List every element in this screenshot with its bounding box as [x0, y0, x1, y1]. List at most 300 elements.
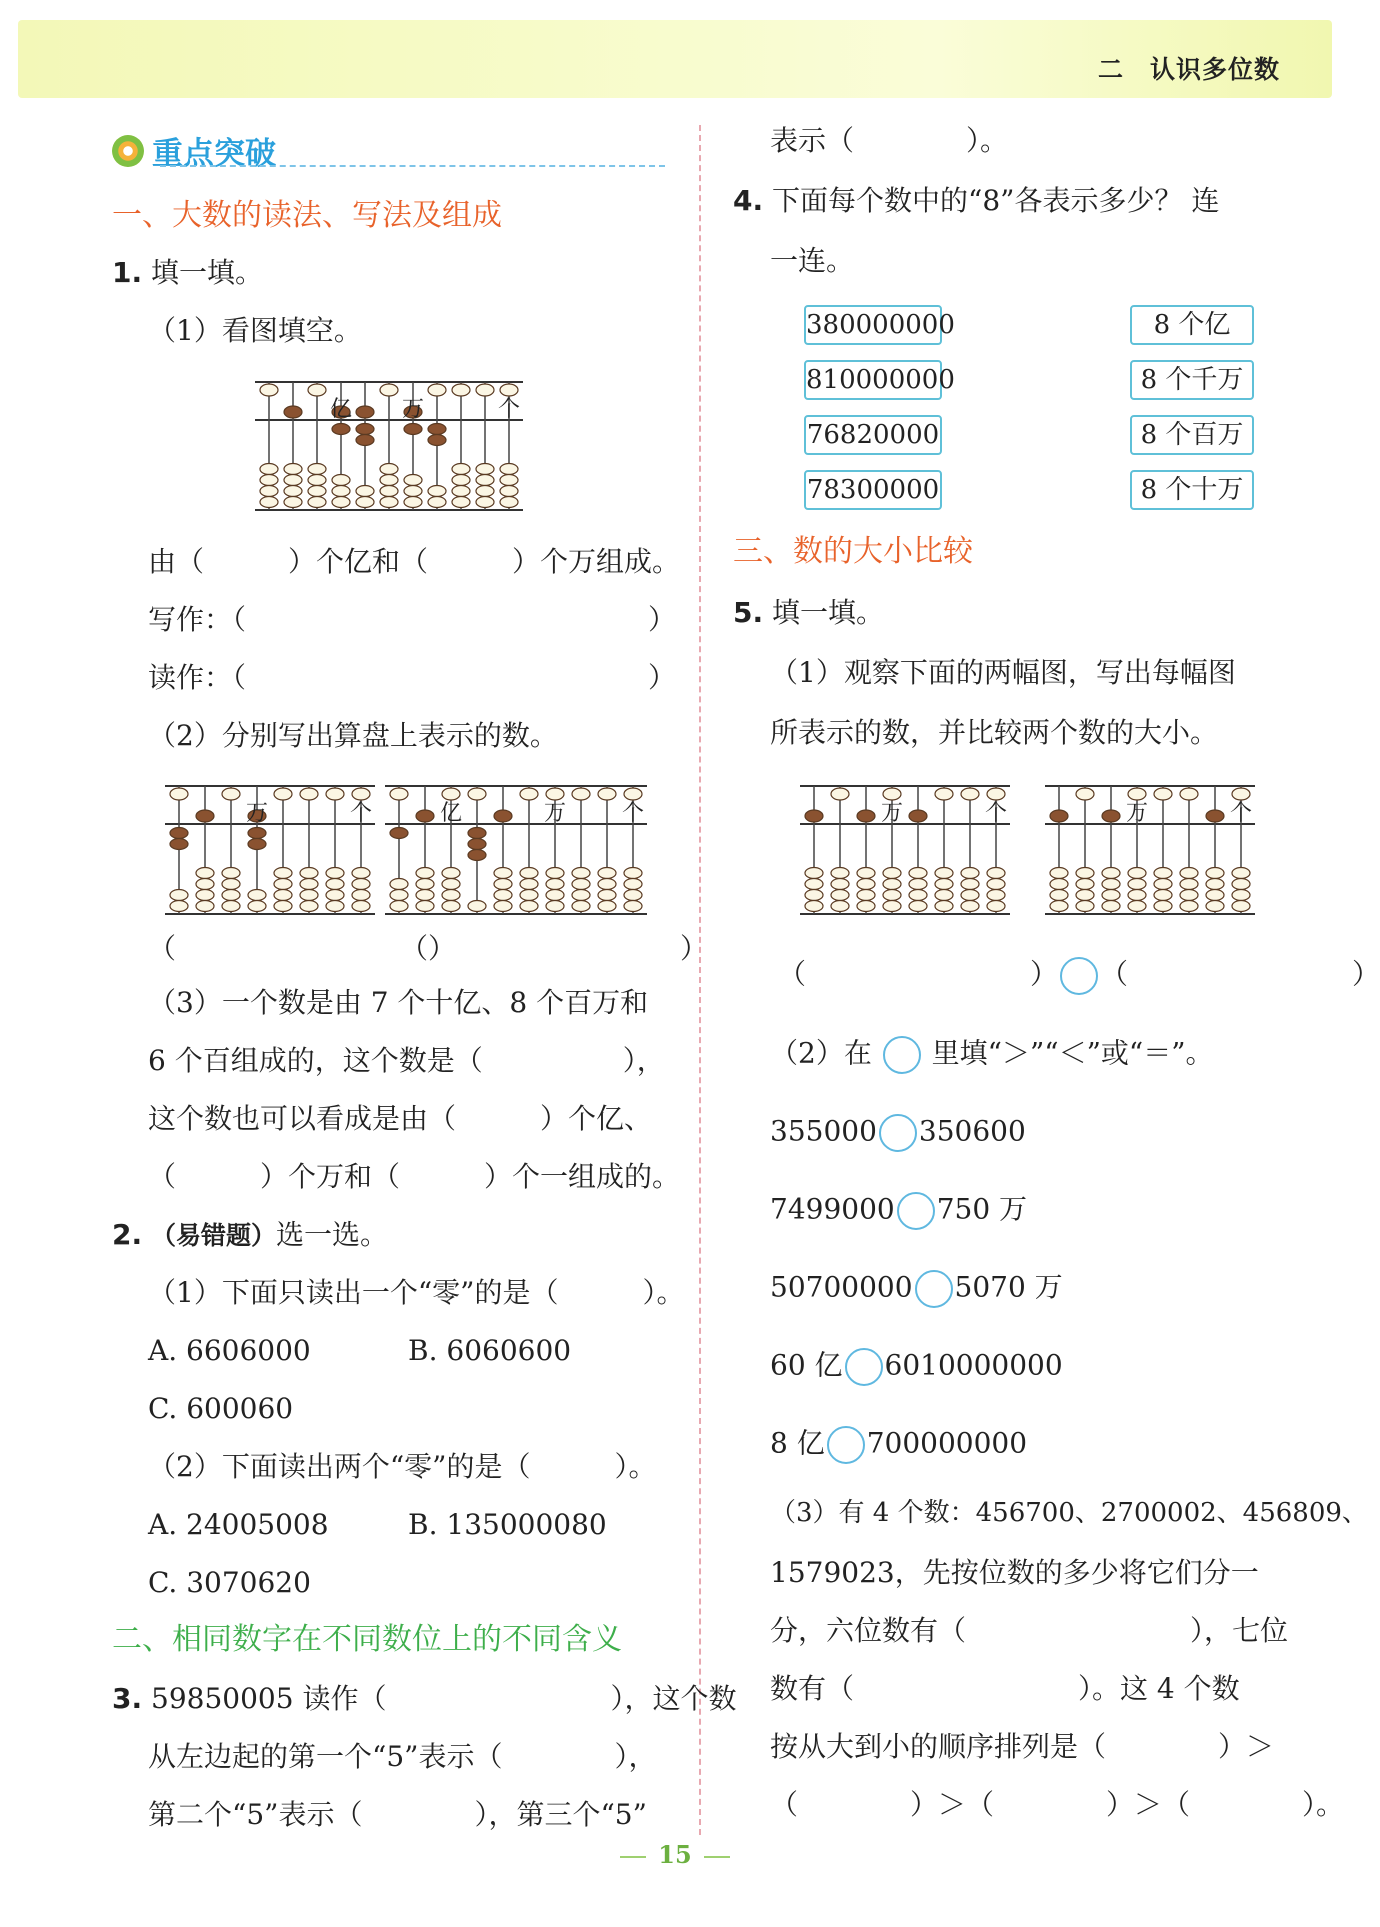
compare-row-1: 355000 350600: [770, 1114, 1026, 1152]
match-meaning-3[interactable]: 8 个百万: [1130, 415, 1254, 455]
abacus-bead: [442, 901, 460, 912]
abacus-2: [165, 774, 380, 922]
abacus-bead: [356, 406, 374, 418]
abacus-bead: [1232, 868, 1250, 879]
abacus-bead: [260, 464, 278, 475]
abacus-bead: [380, 384, 398, 396]
abacus-bead: [572, 901, 590, 912]
abacus-bead: [1050, 901, 1068, 912]
abacus-place-label: 个: [984, 801, 1008, 826]
q3-line3: 第二个“5”表示（ ），第三个“5”: [148, 1798, 647, 1831]
abacus-bead: [805, 879, 823, 890]
abacus-bead: [352, 788, 370, 800]
abacus-bead: [284, 475, 302, 486]
abacus-bead: [1128, 879, 1146, 890]
abacus-bead: [196, 879, 214, 890]
q2-part1-option-a: A. 6606000: [148, 1334, 311, 1367]
abacus-place-label: 万: [245, 801, 269, 826]
abacus-bead: [284, 406, 302, 418]
abacus-bead: [332, 486, 350, 497]
abacus-bead: [805, 901, 823, 912]
q2-part1-option-b: B. 6060600: [408, 1334, 572, 1367]
abacus-bead: [352, 901, 370, 912]
abacus-bead: [452, 475, 470, 486]
abacus-bead: [300, 868, 318, 879]
abacus-bead: [883, 890, 901, 901]
abacus-bead: [987, 890, 1005, 901]
abacus-bead: [857, 879, 875, 890]
abacus-bead: [170, 901, 188, 912]
abacus-bead: [416, 890, 434, 901]
abacus-bead: [909, 901, 927, 912]
compare-row-4: 60 亿 6010000000: [770, 1348, 1063, 1386]
abacus-bead: [1076, 901, 1094, 912]
question-5: 5. 填一填。: [733, 596, 885, 629]
abacus-1: [255, 370, 555, 530]
question-2: 2. （易错题）选一选。: [112, 1218, 389, 1251]
abacus-bead: [356, 424, 374, 435]
abacus-bead: [196, 810, 214, 822]
abacus-bead: [274, 788, 292, 800]
abacus-bead: [326, 868, 344, 879]
key-points-label: 重点突破: [152, 136, 276, 172]
abacus-bead: [500, 384, 518, 396]
abacus-bead: [546, 788, 564, 800]
abacus-bead: [961, 890, 979, 901]
abacus-bead: [909, 868, 927, 879]
abacus-bead: [452, 497, 470, 508]
abacus-bead: [1128, 788, 1146, 800]
abacus-place-label: 个: [1229, 801, 1253, 826]
abacus-bead: [624, 879, 642, 890]
abacus-bead: [831, 890, 849, 901]
abacus-bead: [572, 879, 590, 890]
abacus-bead: [300, 890, 318, 901]
question-3: 3. 59850005 读作（ ），这个数: [112, 1682, 737, 1715]
q2-part2-option-a: A. 24005008: [148, 1508, 329, 1541]
abacus-bead: [356, 497, 374, 508]
abacus-bead: [1128, 901, 1146, 912]
abacus-bead: [332, 497, 350, 508]
abacus-bead: [404, 424, 422, 435]
abacus-bead: [442, 890, 460, 901]
abacus-bead: [260, 497, 278, 508]
abacus-bead: [452, 486, 470, 497]
q5-part3-line1: （3）有 4 个数：456700、2700002、456809、: [770, 1498, 1368, 1528]
abacus-bead: [404, 497, 422, 508]
abacus-bead: [1180, 788, 1198, 800]
column-divider: [699, 125, 701, 1835]
chapter-title: 二 认识多位数: [1097, 55, 1280, 84]
match-meaning-2[interactable]: 8 个千万: [1130, 360, 1254, 400]
abacus-bead: [857, 890, 875, 901]
abacus-bead: [1076, 879, 1094, 890]
abacus-bead: [494, 868, 512, 879]
abacus-bead: [196, 901, 214, 912]
abacus-bead: [1128, 890, 1146, 901]
abacus-bead: [300, 788, 318, 800]
abacus-bead: [624, 788, 642, 800]
abacus-bead: [468, 788, 486, 800]
abacus-bead: [1102, 901, 1120, 912]
abacus-bead: [356, 486, 374, 497]
abacus-bead: [500, 464, 518, 475]
abacus-bead: [416, 868, 434, 879]
abacus-place-label: 万: [543, 801, 567, 826]
section-1-title: 一、大数的读法、写法及组成: [112, 198, 502, 233]
abacus-bead: [352, 879, 370, 890]
abacus-bead: [831, 788, 849, 800]
abacus-bead: [494, 890, 512, 901]
abacus-bead: [520, 788, 538, 800]
abacus-bead: [170, 890, 188, 901]
abacus-bead: [170, 828, 188, 839]
abacus-bead: [404, 475, 422, 486]
abacus-bead: [1102, 879, 1120, 890]
abacus-bead: [494, 879, 512, 890]
q1-part2-blank-a: （ ）: [148, 932, 457, 965]
abacus-bead: [1076, 890, 1094, 901]
abacus-bead: [222, 890, 240, 901]
abacus-bead: [520, 879, 538, 890]
abacus-bead: [468, 828, 486, 839]
abacus-bead: [805, 810, 823, 822]
abacus-bead: [390, 879, 408, 890]
abacus-bead: [476, 497, 494, 508]
abacus-bead: [332, 424, 350, 435]
abacus-bead: [494, 901, 512, 912]
abacus-place-label: 个: [621, 801, 645, 826]
abacus-bead: [248, 839, 266, 850]
compare-row-5: 8 亿 700000000: [770, 1426, 1027, 1464]
abacus-bead: [546, 868, 564, 879]
abacus-bead: [1102, 868, 1120, 879]
abacus-bead: [1050, 810, 1068, 822]
abacus-bead: [300, 879, 318, 890]
abacus-bead: [883, 788, 901, 800]
abacus-bead: [1206, 890, 1224, 901]
page-number: 15: [0, 1840, 1350, 1869]
q5-part1-compare: （ ） （ ）: [778, 957, 1380, 995]
abacus-bead: [520, 868, 538, 879]
q1-part3-line1: （3）一个数是由 7 个十亿、8 个百万和: [148, 986, 649, 1019]
q5-part1-line1: （1）观察下面的两幅图，写出每幅图: [770, 656, 1236, 689]
abacus-bead: [428, 435, 446, 446]
abacus-bead: [390, 828, 408, 839]
q1-part2: （2）分别写出算盘上表示的数。: [148, 719, 558, 752]
q2-part1-option-c: C. 600060: [148, 1392, 294, 1425]
circle-symbol: [883, 1036, 921, 1074]
abacus-bead: [428, 384, 446, 396]
abacus-bead: [476, 486, 494, 497]
abacus-bead: [274, 890, 292, 901]
abacus-bead: [857, 868, 875, 879]
q1-write-label: 写作：（: [148, 603, 247, 636]
abacus-bead: [598, 879, 616, 890]
abacus-bead: [170, 788, 188, 800]
abacus-bead: [987, 788, 1005, 800]
abacus-bead: [987, 868, 1005, 879]
abacus-bead: [1154, 868, 1172, 879]
q1-read-close: ）: [648, 661, 677, 694]
match-number-2[interactable]: 810000000: [804, 360, 942, 400]
abacus-bead: [805, 868, 823, 879]
q1-part3-line4: （ ）个万和（ ）个一组成的。: [148, 1160, 681, 1193]
abacus-place-label: 个: [497, 397, 521, 422]
q1-read-label: 读作：（: [148, 661, 247, 694]
abacus-bead: [260, 384, 278, 396]
compare-circle[interactable]: [915, 1270, 953, 1308]
abacus-bead: [598, 890, 616, 901]
abacus-place-label: 个: [349, 801, 373, 826]
abacus-bead: [857, 901, 875, 912]
q2-part1: （1）下面只读出一个“零”的是（ ）。: [148, 1276, 685, 1309]
abacus-bead: [356, 435, 374, 446]
abacus-bead: [935, 890, 953, 901]
abacus-bead: [494, 810, 512, 822]
q1-part1-compose: 由（ ）个亿和（ ）个万组成。: [148, 545, 681, 578]
compare-circle[interactable]: [845, 1348, 883, 1386]
abacus-bead: [1232, 788, 1250, 800]
abacus-bead: [300, 901, 318, 912]
q1-part3-line3: 这个数也可以看成是由（ ）个亿、: [148, 1102, 653, 1135]
abacus-bead: [308, 486, 326, 497]
abacus-bead: [805, 890, 823, 901]
abacus-bead: [222, 901, 240, 912]
abacus-bead: [935, 868, 953, 879]
abacus-bead: [1206, 810, 1224, 822]
match-meaning-4[interactable]: 8 个十万: [1130, 470, 1254, 510]
abacus-bead: [831, 868, 849, 879]
abacus-bead: [1154, 879, 1172, 890]
abacus-bead: [442, 788, 460, 800]
abacus-bead: [390, 901, 408, 912]
abacus-bead: [404, 486, 422, 497]
question-1: 1. 填一填。: [112, 256, 264, 289]
abacus-bead: [442, 879, 460, 890]
match-meaning-1[interactable]: 8 个亿: [1130, 305, 1254, 345]
q1-part3-line2: 6 个百组成的，这个数是（ ），: [148, 1044, 665, 1077]
abacus-bead: [352, 890, 370, 901]
compare-row-2: 7499000 750 万: [770, 1192, 1027, 1230]
abacus-bead: [961, 879, 979, 890]
abacus-bead: [260, 486, 278, 497]
abacus-bead: [883, 901, 901, 912]
abacus-bead: [442, 868, 460, 879]
abacus-bead: [380, 475, 398, 486]
abacus-bead: [1102, 810, 1120, 822]
q5-part3-line2: 1579023，先按位数的多少将它们分一: [770, 1556, 1259, 1589]
abacus-bead: [222, 788, 240, 800]
abacus-bead: [546, 890, 564, 901]
abacus-bead: [380, 497, 398, 508]
abacus-bead: [909, 879, 927, 890]
abacus-bead: [598, 901, 616, 912]
abacus-bead: [468, 901, 486, 912]
abacus-bead: [326, 901, 344, 912]
compare-circle[interactable]: [897, 1192, 935, 1230]
abacus-bead: [274, 868, 292, 879]
abacus-bead: [500, 475, 518, 486]
abacus-bead: [961, 868, 979, 879]
abacus-bead: [416, 901, 434, 912]
abacus-bead: [624, 890, 642, 901]
abacus-bead: [284, 464, 302, 475]
abacus-bead: [909, 890, 927, 901]
match-number-3[interactable]: 76820000: [804, 415, 942, 455]
abacus-bead: [248, 901, 266, 912]
abacus-bead: [308, 475, 326, 486]
q3-line2: 从左边起的第一个“5”表示（ ），: [148, 1740, 657, 1773]
abacus-bead: [500, 497, 518, 508]
target-icon: [112, 135, 144, 167]
section-2-title: 二、相同数字在不同数位上的不同含义: [112, 1622, 622, 1657]
abacus-bead: [326, 890, 344, 901]
compare-row-3: 50700000 5070 万: [770, 1270, 1063, 1308]
abacus-bead: [428, 424, 446, 435]
q5-part2: （2）在 里填“＞”“＜”或“＝”。: [770, 1036, 1214, 1074]
abacus-bead: [572, 868, 590, 879]
abacus-bead: [352, 868, 370, 879]
q1-part2-blank-b: （ ）: [400, 932, 709, 965]
abacus-bead: [1206, 901, 1224, 912]
abacus-bead: [468, 850, 486, 861]
q3-line4: 表示（ ）。: [770, 124, 1009, 157]
abacus-bead: [416, 879, 434, 890]
abacus-bead: [1128, 868, 1146, 879]
abacus-4: [800, 774, 1015, 922]
abacus-bead: [1154, 890, 1172, 901]
abacus-bead: [326, 879, 344, 890]
abacus-bead: [831, 879, 849, 890]
abacus-5: [1045, 774, 1260, 922]
compare-circle[interactable]: [827, 1426, 865, 1464]
key-points-underline: [160, 165, 665, 167]
abacus-bead: [1154, 788, 1172, 800]
abacus-3: [385, 774, 655, 922]
abacus-bead: [222, 868, 240, 879]
abacus-bead: [1232, 879, 1250, 890]
abacus-bead: [883, 879, 901, 890]
abacus-bead: [1180, 901, 1198, 912]
abacus-bead: [284, 486, 302, 497]
q1-part1: （1）看图填空。: [148, 314, 362, 347]
abacus-bead: [935, 788, 953, 800]
abacus-bead: [308, 464, 326, 475]
abacus-bead: [987, 879, 1005, 890]
abacus-bead: [476, 384, 494, 396]
q4-line2: 一连。: [770, 244, 855, 277]
abacus-bead: [598, 868, 616, 879]
abacus-bead: [284, 497, 302, 508]
abacus-bead: [961, 901, 979, 912]
abacus-bead: [428, 497, 446, 508]
abacus-bead: [1180, 868, 1198, 879]
abacus-bead: [380, 464, 398, 475]
abacus-bead: [831, 901, 849, 912]
abacus-bead: [170, 839, 188, 850]
abacus-bead: [260, 475, 278, 486]
compare-circle[interactable]: [879, 1114, 917, 1152]
abacus-bead: [1206, 879, 1224, 890]
abacus-place-label: 亿: [439, 801, 463, 826]
abacus-bead: [546, 901, 564, 912]
abacus-bead: [326, 788, 344, 800]
abacus-bead: [428, 486, 446, 497]
abacus-bead: [274, 901, 292, 912]
abacus-bead: [857, 810, 875, 822]
q5-part3-line4: 数有（ ）。这 4 个数: [770, 1672, 1240, 1705]
abacus-bead: [572, 788, 590, 800]
abacus-bead: [452, 384, 470, 396]
abacus-bead: [248, 890, 266, 901]
abacus-bead: [274, 879, 292, 890]
abacus-place-label: 万: [880, 801, 904, 826]
abacus-bead: [248, 828, 266, 839]
abacus-bead: [546, 879, 564, 890]
abacus-bead: [624, 901, 642, 912]
abacus-bead: [308, 384, 326, 396]
abacus-bead: [390, 788, 408, 800]
abacus-bead: [1232, 901, 1250, 912]
abacus-bead: [572, 890, 590, 901]
q1-write-close: ）: [648, 603, 677, 636]
abacus-bead: [961, 788, 979, 800]
abacus-place-label: 万: [401, 397, 425, 422]
compare-circle[interactable]: [1060, 957, 1098, 995]
abacus-bead: [1180, 879, 1198, 890]
abacus-bead: [1102, 890, 1120, 901]
abacus-bead: [500, 486, 518, 497]
abacus-bead: [1050, 879, 1068, 890]
abacus-bead: [222, 879, 240, 890]
abacus-bead: [1076, 868, 1094, 879]
abacus-place-label: 亿: [329, 397, 353, 422]
abacus-bead: [598, 788, 616, 800]
section-3-title: 三、数的大小比较: [733, 534, 973, 569]
abacus-bead: [987, 901, 1005, 912]
q5-part3-line3: 分，六位数有（ ），七位: [770, 1614, 1289, 1647]
abacus-bead: [935, 901, 953, 912]
abacus-bead: [624, 868, 642, 879]
abacus-bead: [1154, 901, 1172, 912]
q2-part2-option-c: C. 3070620: [148, 1566, 311, 1599]
abacus-bead: [1232, 890, 1250, 901]
abacus-bead: [476, 464, 494, 475]
match-number-4[interactable]: 78300000: [804, 470, 942, 510]
q2-part2: （2）下面读出两个“零”的是（ ）。: [148, 1450, 657, 1483]
abacus-bead: [1050, 868, 1068, 879]
abacus-bead: [416, 810, 434, 822]
q5-part1-line2: 所表示的数，并比较两个数的大小。: [770, 716, 1219, 749]
abacus-bead: [883, 868, 901, 879]
abacus-bead: [520, 901, 538, 912]
match-number-1[interactable]: 380000000: [804, 305, 942, 345]
abacus-bead: [390, 890, 408, 901]
abacus-bead: [935, 879, 953, 890]
abacus-place-label: 万: [1125, 801, 1149, 826]
abacus-bead: [909, 810, 927, 822]
abacus-bead: [1050, 890, 1068, 901]
abacus-bead: [1076, 788, 1094, 800]
abacus-bead: [1206, 868, 1224, 879]
q5-part3-line5: 按从大到小的顺序排列是（ ）＞: [770, 1730, 1275, 1763]
abacus-bead: [452, 464, 470, 475]
abacus-bead: [196, 890, 214, 901]
abacus-bead: [332, 475, 350, 486]
abacus-bead: [308, 497, 326, 508]
abacus-bead: [380, 486, 398, 497]
